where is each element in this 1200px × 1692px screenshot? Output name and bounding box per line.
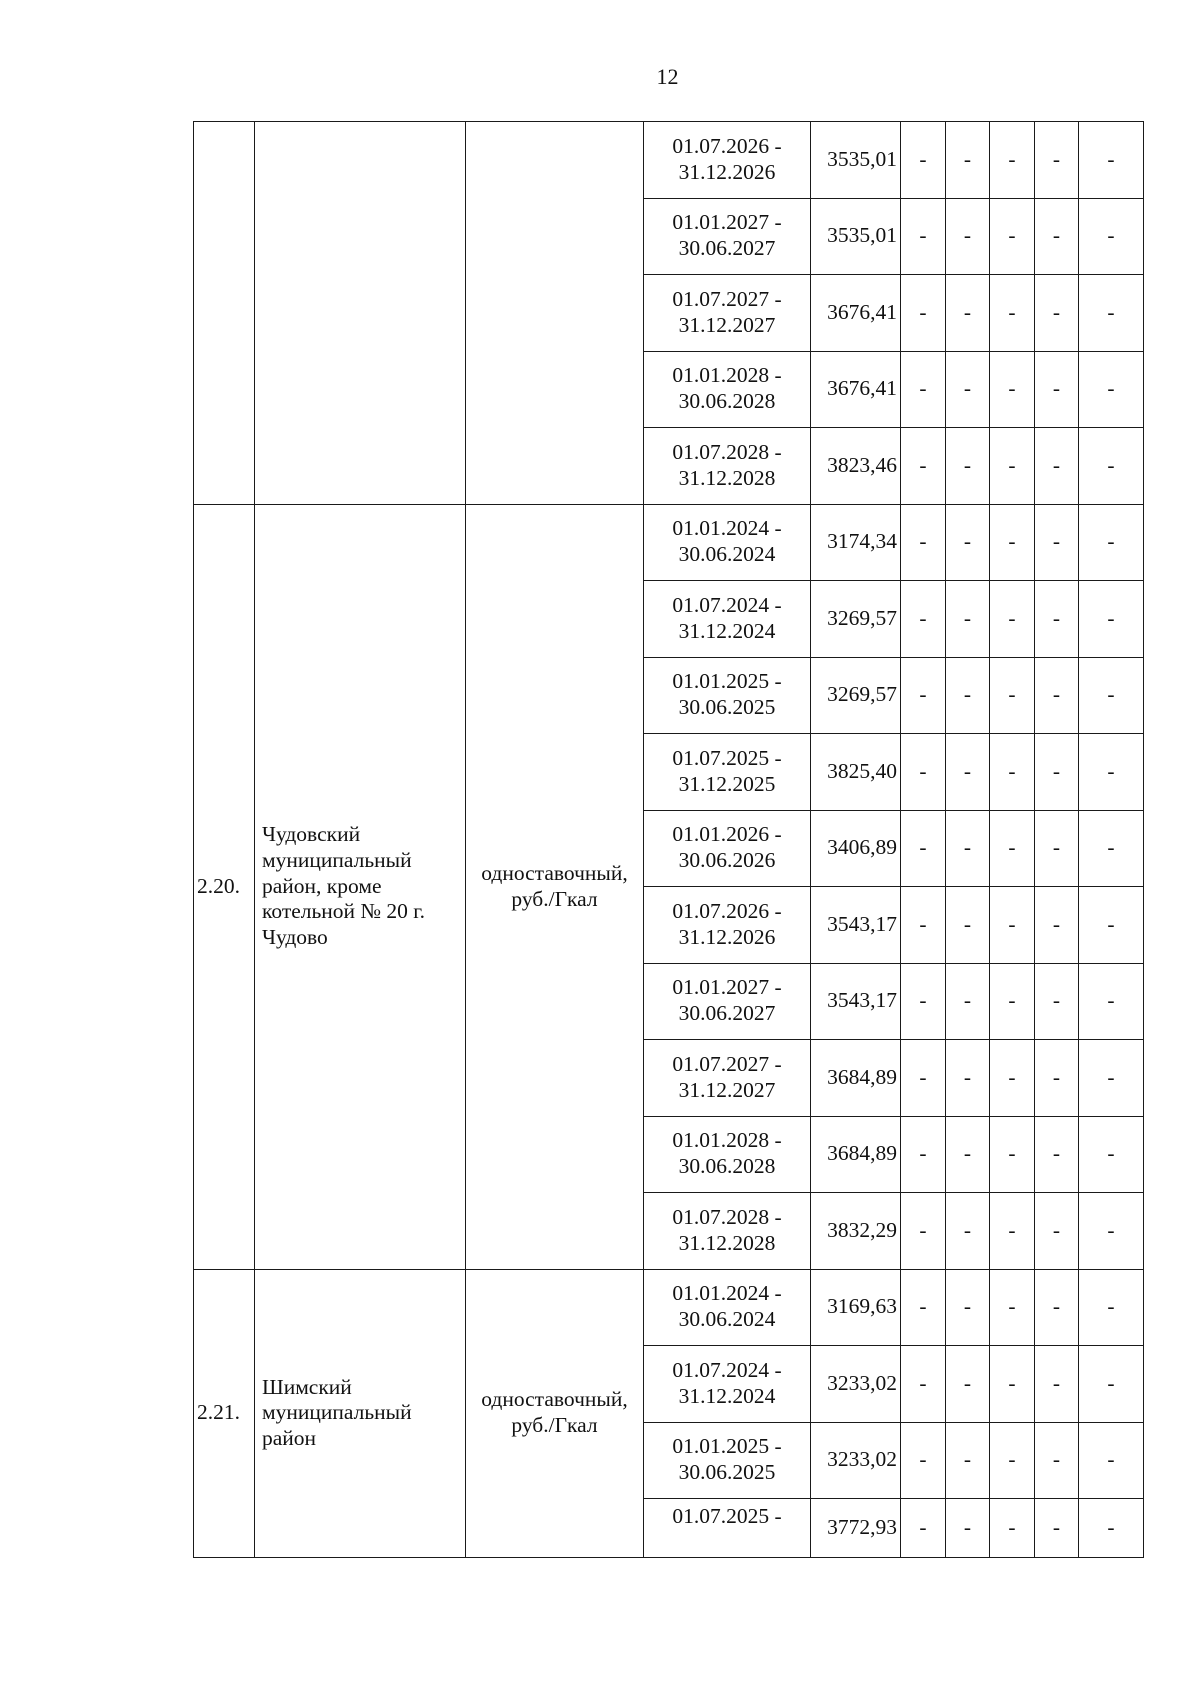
period-cell: 01.07.2024 - 31.12.2024 — [644, 1346, 811, 1423]
page-number: 12 — [656, 64, 679, 89]
empty-value-cell: - — [901, 734, 946, 811]
empty-value-cell: - — [946, 581, 990, 658]
tariff-table — [193, 121, 1144, 1558]
empty-value-cell: - — [901, 1116, 946, 1193]
empty-value-cell: - — [990, 351, 1035, 428]
empty-value-cell: - — [1079, 122, 1144, 199]
tariff-value: 3825,40 — [811, 734, 901, 811]
empty-value-cell: - — [946, 1193, 990, 1270]
period-cell: 01.01.2025 - 30.06.2025 — [644, 1422, 811, 1499]
empty-value-cell: - — [946, 1422, 990, 1499]
period-cell: 01.07.2024 - 31.12.2024 — [644, 581, 811, 658]
empty-value-cell: - — [1079, 963, 1144, 1040]
table-row — [194, 122, 1144, 199]
empty-value-cell: - — [901, 887, 946, 964]
empty-value-cell: - — [946, 504, 990, 581]
empty-value-cell: - — [990, 963, 1035, 1040]
empty-value-cell: - — [946, 963, 990, 1040]
tariff-table-body — [194, 122, 1144, 1558]
period-cell: 01.07.2027 - 31.12.2027 — [644, 1040, 811, 1117]
tariff-value: 3832,29 — [811, 1193, 901, 1270]
empty-value-cell: - — [1035, 351, 1079, 428]
empty-value-cell: - — [946, 428, 990, 505]
empty-value-cell: - — [946, 275, 990, 352]
empty-value-cell: - — [1079, 351, 1144, 428]
period-cell: 01.01.2027 - 30.06.2027 — [644, 963, 811, 1040]
empty-value-cell: - — [990, 275, 1035, 352]
tariff-value: 3684,89 — [811, 1116, 901, 1193]
empty-value-cell: - — [1035, 504, 1079, 581]
table-row — [194, 504, 1144, 581]
empty-value-cell: - — [990, 504, 1035, 581]
table-row — [194, 1269, 1144, 1346]
period-cell: 01.07.2026 - 31.12.2026 — [644, 122, 811, 199]
tariff-value: 3535,01 — [811, 198, 901, 275]
period-cell: 01.01.2025 - 30.06.2025 — [644, 657, 811, 734]
empty-value-cell: - — [901, 1499, 946, 1558]
empty-value-cell: - — [990, 1499, 1035, 1558]
tariff-value: 3535,01 — [811, 122, 901, 199]
period-cell: 01.01.2026 - 30.06.2026 — [644, 810, 811, 887]
empty-value-cell: - — [1079, 657, 1144, 734]
municipality-cell — [255, 122, 466, 505]
period-cell: 01.07.2026 - 31.12.2026 — [644, 887, 811, 964]
period-cell: 01.01.2027 - 30.06.2027 — [644, 198, 811, 275]
empty-value-cell: - — [990, 1116, 1035, 1193]
empty-value-cell: - — [901, 1040, 946, 1117]
empty-value-cell: - — [1035, 1040, 1079, 1117]
empty-value-cell: - — [990, 581, 1035, 658]
empty-value-cell: - — [990, 734, 1035, 811]
empty-value-cell: - — [990, 1422, 1035, 1499]
period-cell: 01.07.2028 - 31.12.2028 — [644, 428, 811, 505]
empty-value-cell: - — [1079, 275, 1144, 352]
empty-value-cell: - — [1035, 887, 1079, 964]
empty-value-cell: - — [990, 887, 1035, 964]
tariff-value: 3233,02 — [811, 1346, 901, 1423]
empty-value-cell: - — [1079, 1040, 1144, 1117]
empty-value-cell: - — [990, 1040, 1035, 1117]
tariff-value: 3269,57 — [811, 581, 901, 658]
period-cell: 01.07.2028 - 31.12.2028 — [644, 1193, 811, 1270]
tariff-value: 3543,17 — [811, 963, 901, 1040]
tariff-type: одноставочный, руб./Гкал — [466, 504, 644, 1269]
empty-value-cell: - — [1079, 504, 1144, 581]
empty-value-cell: - — [990, 1193, 1035, 1270]
tariff-type — [466, 122, 644, 505]
empty-value-cell: - — [1079, 1346, 1144, 1423]
empty-value-cell: - — [1035, 1116, 1079, 1193]
empty-value-cell: - — [946, 887, 990, 964]
empty-value-cell: - — [901, 810, 946, 887]
empty-value-cell: - — [946, 734, 990, 811]
period-cell: 01.07.2025 - 31.12.2025 — [644, 734, 811, 811]
municipality-cell — [255, 1269, 466, 1558]
empty-value-cell: - — [1035, 657, 1079, 734]
empty-value-cell: - — [901, 1422, 946, 1499]
period-cell: 01.01.2028 - 30.06.2028 — [644, 1116, 811, 1193]
empty-value-cell: - — [946, 1040, 990, 1117]
empty-value-cell: - — [1079, 1422, 1144, 1499]
empty-value-cell: - — [1035, 198, 1079, 275]
empty-value-cell: - — [1035, 1269, 1079, 1346]
empty-value-cell: - — [1035, 275, 1079, 352]
tariff-value: 3676,41 — [811, 275, 901, 352]
empty-value-cell: - — [1035, 1499, 1079, 1558]
empty-value-cell: - — [946, 1499, 990, 1558]
empty-value-cell: - — [1035, 122, 1079, 199]
municipality-name: Чудовский муниципальный район, кроме котельной № 20 г. Чудово — [262, 822, 425, 950]
tariff-value: 3676,41 — [811, 351, 901, 428]
empty-value-cell: - — [1079, 1193, 1144, 1270]
empty-value-cell: - — [1079, 1116, 1144, 1193]
item-number — [194, 122, 255, 505]
empty-value-cell: - — [1035, 428, 1079, 505]
empty-value-cell: - — [990, 1346, 1035, 1423]
empty-value-cell: - — [901, 1346, 946, 1423]
empty-value-cell: - — [901, 1193, 946, 1270]
empty-value-cell: - — [901, 275, 946, 352]
item-number: 2.20. — [194, 504, 255, 1269]
empty-value-cell: - — [946, 1116, 990, 1193]
empty-value-cell: - — [901, 428, 946, 505]
period-cell: 01.01.2028 - 30.06.2028 — [644, 351, 811, 428]
period-cell: 01.07.2025 - — [644, 1499, 811, 1558]
empty-value-cell: - — [990, 810, 1035, 887]
empty-value-cell: - — [1079, 1499, 1144, 1558]
empty-value-cell: - — [946, 198, 990, 275]
tariff-value: 3772,93 — [811, 1499, 901, 1558]
empty-value-cell: - — [901, 1269, 946, 1346]
tariff-value: 3406,89 — [811, 810, 901, 887]
empty-value-cell: - — [990, 657, 1035, 734]
empty-value-cell: - — [946, 1346, 990, 1423]
empty-value-cell: - — [1079, 810, 1144, 887]
tariff-value: 3823,46 — [811, 428, 901, 505]
empty-value-cell: - — [1079, 581, 1144, 658]
empty-value-cell: - — [1035, 1346, 1079, 1423]
empty-value-cell: - — [1035, 963, 1079, 1040]
empty-value-cell: - — [990, 428, 1035, 505]
tariff-value: 3269,57 — [811, 657, 901, 734]
empty-value-cell: - — [1035, 810, 1079, 887]
empty-value-cell: - — [901, 351, 946, 428]
empty-value-cell: - — [901, 657, 946, 734]
municipality-name: Шимский муниципальный район — [262, 1374, 412, 1451]
tariff-value: 3543,17 — [811, 887, 901, 964]
tariff-value: 3169,63 — [811, 1269, 901, 1346]
empty-value-cell: - — [901, 122, 946, 199]
period-cell: 01.07.2027 - 31.12.2027 — [644, 275, 811, 352]
empty-value-cell: - — [1035, 734, 1079, 811]
empty-value-cell: - — [901, 504, 946, 581]
empty-value-cell: - — [946, 810, 990, 887]
empty-value-cell: - — [1035, 1422, 1079, 1499]
empty-value-cell: - — [946, 122, 990, 199]
empty-value-cell: - — [1079, 1269, 1144, 1346]
empty-value-cell: - — [901, 581, 946, 658]
period-cell: 01.01.2024 - 30.06.2024 — [644, 504, 811, 581]
municipality-cell — [255, 504, 466, 1269]
empty-value-cell: - — [946, 1269, 990, 1346]
tariff-type: одноставочный, руб./Гкал — [466, 1269, 644, 1558]
empty-value-cell: - — [946, 351, 990, 428]
empty-value-cell: - — [990, 122, 1035, 199]
empty-value-cell: - — [1079, 887, 1144, 964]
tariff-value: 3174,34 — [811, 504, 901, 581]
empty-value-cell: - — [901, 963, 946, 1040]
empty-value-cell: - — [1079, 198, 1144, 275]
empty-value-cell: - — [1035, 1193, 1079, 1270]
empty-value-cell: - — [946, 657, 990, 734]
empty-value-cell: - — [1079, 428, 1144, 505]
empty-value-cell: - — [990, 1269, 1035, 1346]
empty-value-cell: - — [1035, 581, 1079, 658]
tariff-value: 3233,02 — [811, 1422, 901, 1499]
tariff-value: 3684,89 — [811, 1040, 901, 1117]
empty-value-cell: - — [990, 198, 1035, 275]
empty-value-cell: - — [1079, 734, 1144, 811]
item-number: 2.21. — [194, 1269, 255, 1558]
period-cell: 01.01.2024 - 30.06.2024 — [644, 1269, 811, 1346]
empty-value-cell: - — [901, 198, 946, 275]
